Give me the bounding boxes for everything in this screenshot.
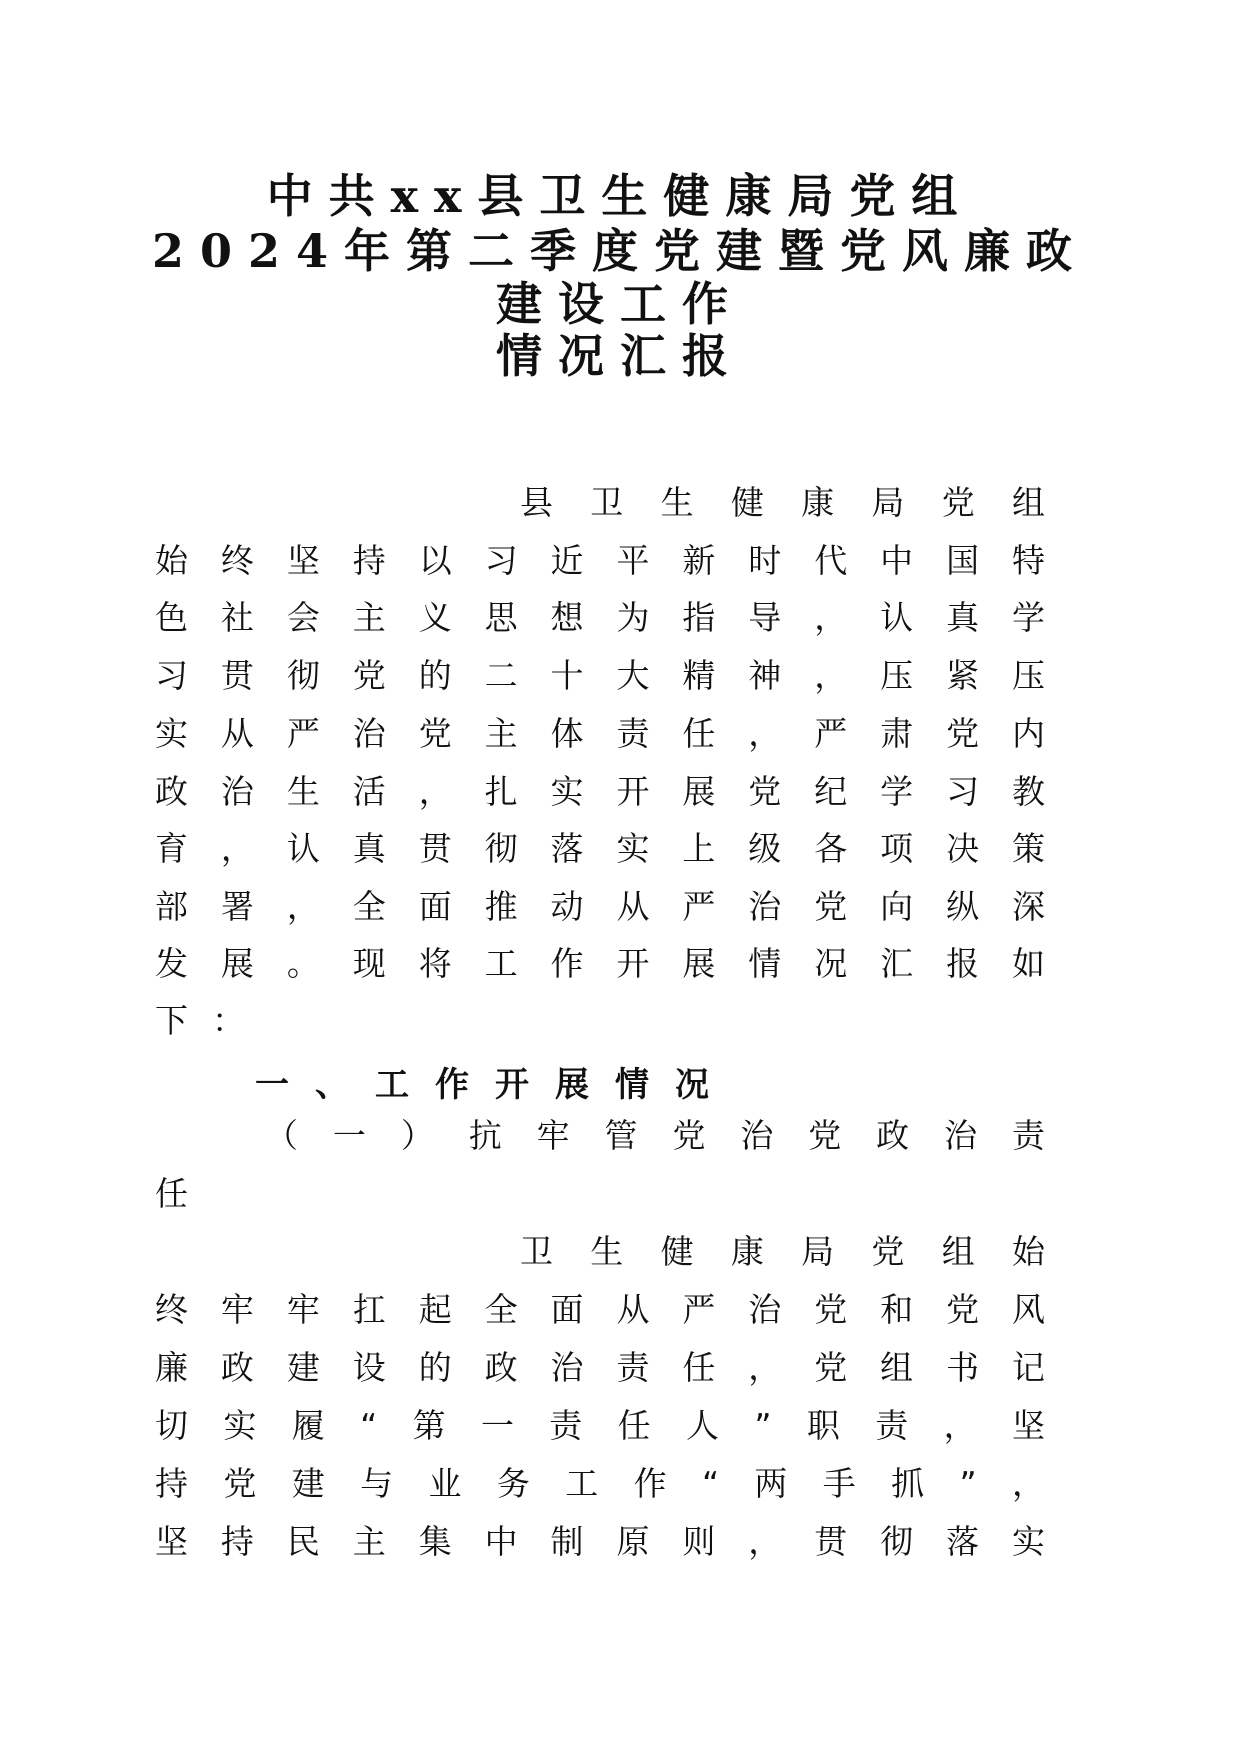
subsection-line-1: （一）抗牢管党治党政治责 — [265, 1116, 1045, 1155]
title-line-1: 中共xx县卫生健康局党组 — [266, 169, 974, 223]
intro-line-1: 县卫生健康局党组 — [520, 483, 1045, 522]
paragraph2-line-6: 坚持民主集中制原则，贯彻落实 — [155, 1522, 1045, 1561]
paragraph2-line-3: 廉政建设的政治责任，党组书记 — [155, 1348, 1045, 1387]
title-line-2: 2024年第二季度党建暨党风廉政 — [151, 224, 1089, 278]
intro-line-5: 实从严治党主体责任，严肃党内 — [155, 714, 1045, 753]
title-line-3: 建设工作 — [496, 277, 744, 331]
intro-line-8: 部署，全面推动从严治党向纵深 — [155, 887, 1045, 926]
title-line-4: 情况汇报 — [496, 329, 744, 383]
intro-line-4: 习贯彻党的二十大精神，压紧压 — [155, 656, 1045, 695]
paragraph2-line-5: 持党建与业务工作“两手抓”， — [155, 1464, 1045, 1503]
paragraph2-line-2: 终牢牢扛起全面从严治党和党风 — [155, 1290, 1045, 1329]
intro-line-6: 政治生活，扎实开展党纪学习教 — [155, 772, 1045, 811]
intro-line-9: 发展。现将工作开展情况汇报如 — [155, 944, 1045, 983]
intro-line-10: 下： — [155, 1001, 269, 1040]
section-heading: 一、工作开展情况 — [255, 1065, 735, 1105]
intro-line-7: 育，认真贯彻落实上级各项决策 — [155, 829, 1045, 868]
intro-line-2: 始终坚持以习近平新时代中国特 — [155, 541, 1045, 580]
intro-line-3: 色社会主义思想为指导，认真学 — [155, 598, 1045, 637]
subsection-line-2: 任 — [155, 1174, 212, 1213]
paragraph2-line-4: 切实履“第一责任人”职责，坚 — [155, 1406, 1045, 1445]
paragraph2-line-1: 卫生健康局党组始 — [520, 1232, 1045, 1271]
